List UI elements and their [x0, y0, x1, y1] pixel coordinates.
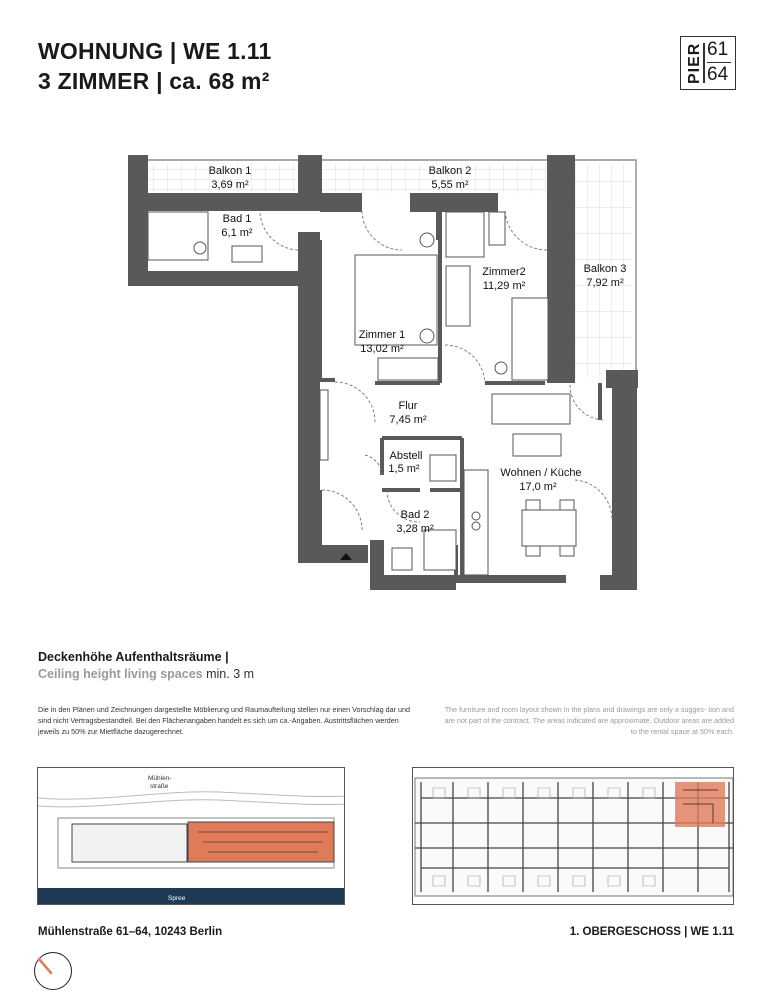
address: Mühlenstraße 61–64, 10243 Berlin: [38, 926, 223, 938]
compass-icon: [34, 952, 72, 990]
river-label: Spree: [168, 895, 186, 902]
ceiling-height-en-label: Ceiling height living spaces: [38, 667, 203, 681]
logo-number-bottom: 64: [707, 64, 729, 85]
bad-1-name: Bad 1: [222, 213, 252, 225]
balkon-1-area: 3,69 m²: [211, 179, 249, 191]
ceiling-height-de: Deckenhöhe Aufenthaltsräume |: [38, 650, 229, 664]
balkon-2-area: 5,55 m²: [431, 179, 469, 191]
ceiling-height: [38, 649, 254, 683]
abstell-area: 1,5 m²: [388, 463, 420, 475]
flur-name: Flur: [398, 400, 418, 412]
disclaimer-de: Die in den Plänen und Zeichnungen dargestellte Möblierung und Raumaufteilung stellen nur einen Vorschlag dar und sind nicht Vertragsbestandteil. Bei den Flächenangaben handelt es sich um ca.-Angaben. Austrittsflächen werden jeweils zu 50% zur Mietfläche dazugerechnet.: [38, 705, 411, 736]
site-plan-drawing: [38, 768, 345, 905]
title-line-2: 3 ZIMMER | ca. 68 m²: [38, 68, 270, 94]
compass-needle: [35, 953, 71, 989]
logo-word: PIER: [686, 42, 703, 84]
zimmer-2-area: 11,29 m²: [482, 280, 526, 292]
bad-2-area: 3,28 m²: [396, 523, 434, 535]
zimmer-1-area: 13,02 m²: [360, 343, 404, 355]
logo-number-top: 61: [707, 39, 729, 60]
balkon-3-name: Balkon 3: [583, 263, 627, 275]
site-plan: [37, 767, 345, 905]
balkon-1-name: Balkon 1: [208, 165, 252, 177]
wohnen-name: Wohnen / Küche: [500, 467, 582, 479]
bad-1-area: 6,1 m²: [221, 227, 253, 239]
floor-key-plan: [412, 767, 734, 905]
ceiling-height-value: min. 3 m: [206, 667, 255, 681]
bad-2-name: Bad 2: [400, 509, 430, 521]
floor-key-drawing: [413, 768, 734, 905]
street-label-line-1: Mühlen-: [148, 775, 172, 782]
flur-area: 7,45 m²: [389, 414, 427, 426]
street-label-line-2: straße: [150, 783, 169, 790]
ceiling-height-en: [38, 666, 254, 683]
zimmer-2-name: Zimmer2: [482, 266, 526, 278]
disclaimer-en: The furniture and room layout shown in the plans and drawings are only a sugges- tion and are not part of the contract. The areas indicated are approximate. Outdoor areas are added to the rental space at 50% each.: [444, 705, 734, 736]
balkon-2-name: Balkon 2: [428, 165, 472, 177]
abstell-name: Abstell: [389, 450, 423, 462]
title-line-1: WOHNUNG | WE 1.11: [38, 38, 272, 64]
floor-label: 1. OBERGESCHOSS | WE 1.11: [569, 926, 734, 938]
zimmer-1-name: Zimmer 1: [358, 329, 406, 341]
wohnen-area: 17,0 m²: [519, 481, 557, 493]
balkon-3-area: 7,92 m²: [586, 277, 624, 289]
